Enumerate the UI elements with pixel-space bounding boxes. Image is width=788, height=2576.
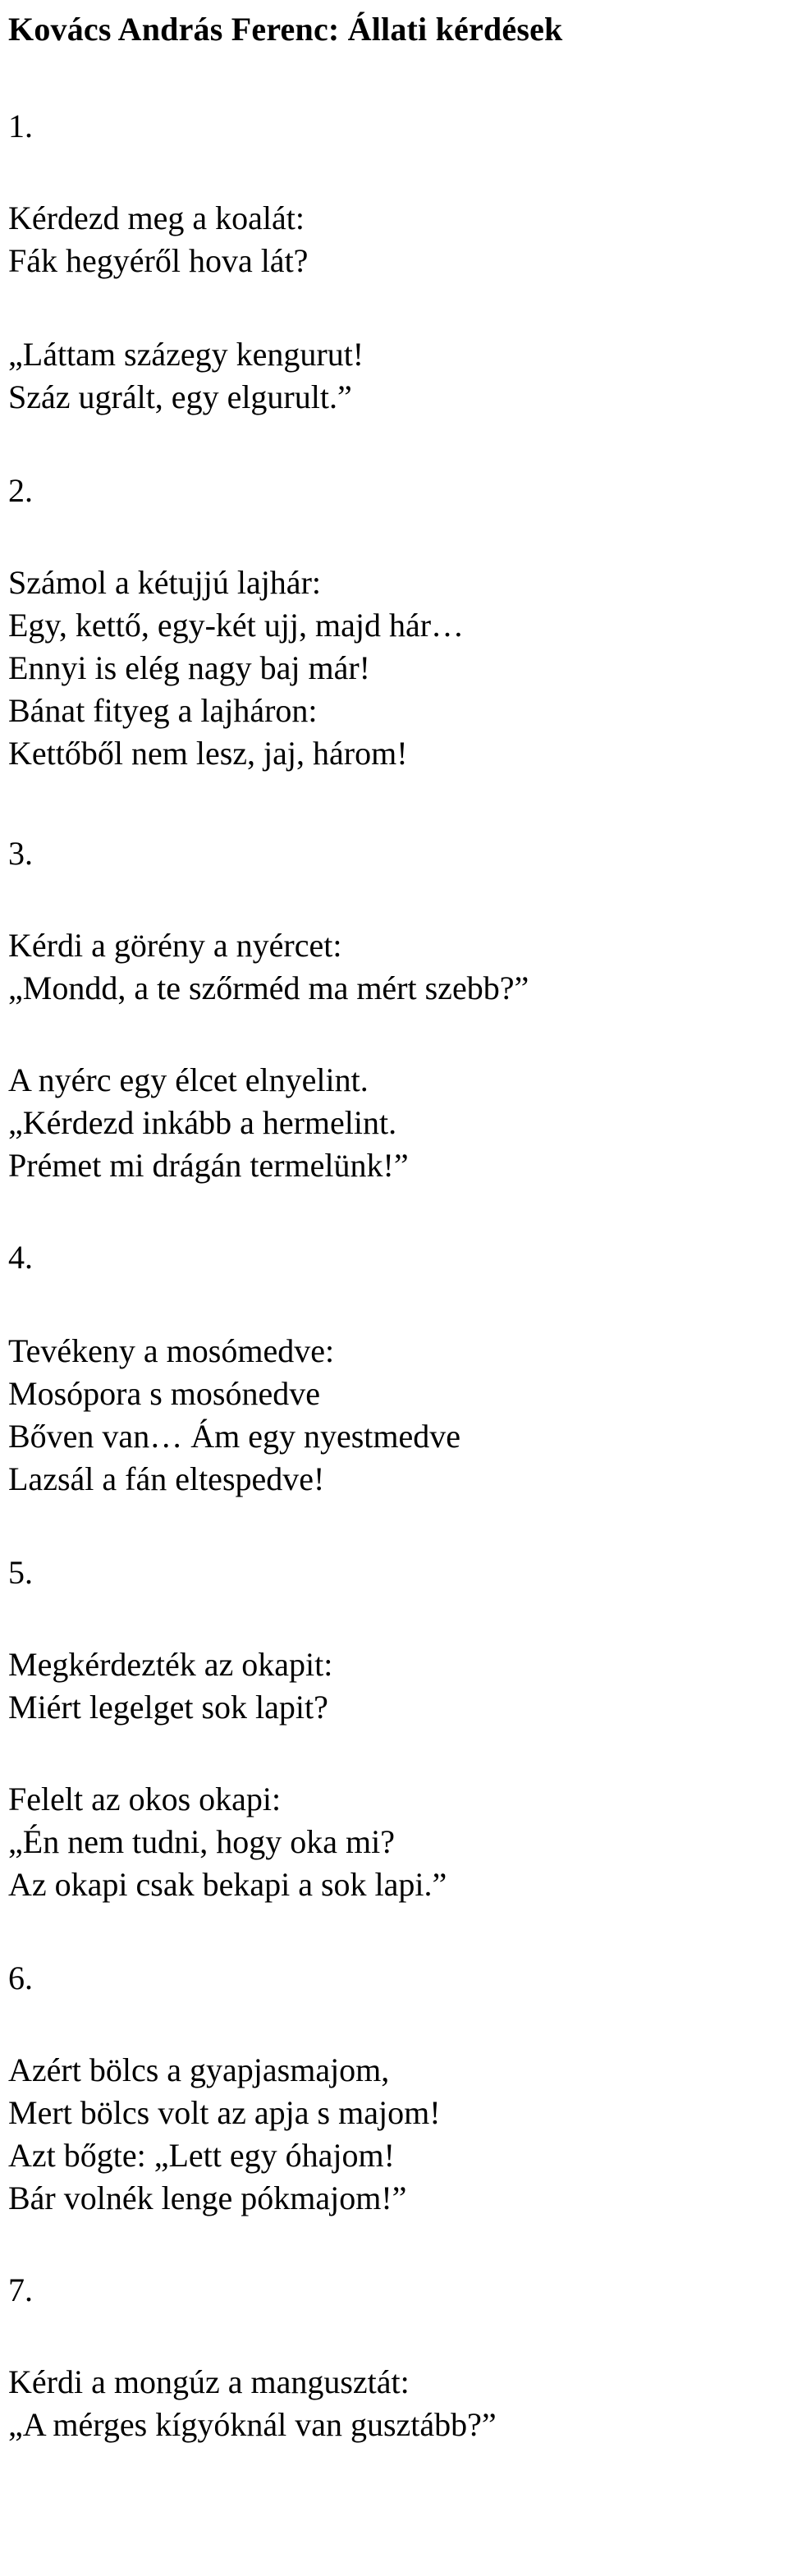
section-number: 7.	[8, 2271, 33, 2308]
section-number: 5.	[8, 1554, 33, 1591]
poem-line: „Én nem tudni, hogy oka mi?	[8, 1823, 396, 1860]
poem-line: „Mondd, a te szőrméd ma mért szebb?”	[8, 969, 529, 1006]
poem-line: Száz ugrált, egy elgurult.”	[8, 378, 352, 415]
poem-line: „Kérdezd inkább a hermelint.	[8, 1104, 397, 1141]
poem-line: Bár volnék lenge pókmajom!”	[8, 2180, 407, 2216]
poem-line: Kettőből nem lesz, jaj, három!	[8, 735, 408, 772]
poem-line: Egy, kettő, egy-két ujj, majd hár…	[8, 607, 465, 644]
poem-line: Bánat fityeg a lajháron:	[8, 692, 318, 729]
section-number: 2.	[8, 472, 33, 509]
poem-line: Prémet mi drágán termelünk!”	[8, 1147, 409, 1184]
poem-line: Bőven van… Ám egy nyestmedve	[8, 1418, 460, 1455]
poem-line: Kérdi a mongúz a mangusztát:	[8, 2363, 410, 2400]
poem-line: Azért bölcs a gyapjasmajom,	[8, 2051, 390, 2088]
poem-line: Az okapi csak bekapi a sok lapi.”	[8, 1866, 447, 1903]
poem-line: A nyérc egy élcet elnyelint.	[8, 1061, 369, 1098]
section-number: 1.	[8, 108, 33, 144]
poem-line: Fák hegyéről hova lát?	[8, 242, 309, 279]
poem-line: Mosópora s mosónedve	[8, 1375, 320, 1412]
poem-line: Azt bőgte: „Lett egy óhajom!	[8, 2137, 395, 2174]
poem-title: Kovács András Ferenc: Állati kérdések	[8, 11, 563, 48]
section-number: 4.	[8, 1239, 33, 1276]
poem-line: „A mérges kígyóknál van gusztább?”	[8, 2406, 497, 2443]
section-number: 3.	[8, 835, 33, 872]
poem-line: Felelt az okos okapi:	[8, 1781, 282, 1817]
poem-line: Mert bölcs volt az apja s majom!	[8, 2094, 441, 2131]
poem-line: Megkérdezték az okapit:	[8, 1646, 333, 1683]
poem-line: Számol a kétujjú lajhár:	[8, 564, 321, 601]
poem-line: Lazsál a fán eltespedve!	[8, 1460, 325, 1497]
poem-line: Tevékeny a mosómedve:	[8, 1332, 335, 1369]
poem-line: Kérdezd meg a koalát:	[8, 199, 305, 236]
poem-line: Kérdi a görény a nyércet:	[8, 927, 342, 964]
poem-line: Ennyi is elég nagy baj már!	[8, 649, 370, 686]
section-number: 6.	[8, 1960, 33, 1996]
poem-line: Miért legelget sok lapit?	[8, 1689, 328, 1726]
poem-line: „Láttam százegy kengurut!	[8, 336, 364, 373]
